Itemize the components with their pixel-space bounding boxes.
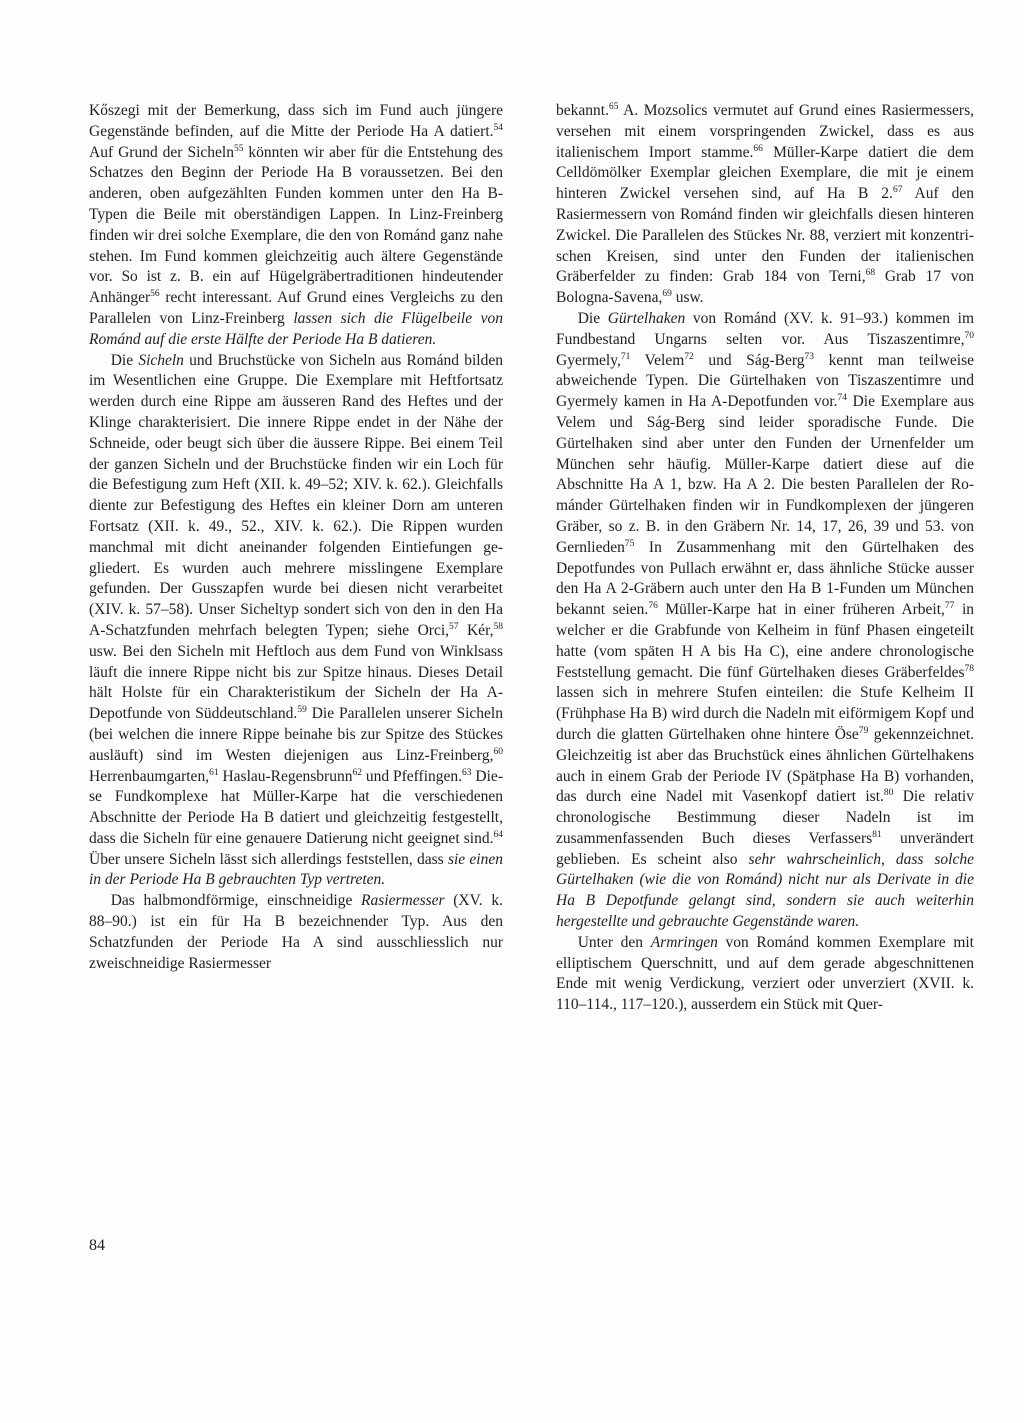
footnote-ref: 77 [944, 601, 955, 612]
paragraph [89, 351, 503, 892]
text-run: usw. Bei den Sicheln mit Heftloch aus dem Fund von Winklsass läuft die innere Rippe nicht bis zur Spitze hinaus. Dieses Detail hält Holste für ein Charakteristikum der Sicheln der Ha A-Depotfunde von Süddeutschland. [89, 642, 503, 723]
text-run: Haslau-Regensbrunn [218, 767, 353, 785]
italic-text: sie einen in der Periode Ha B gebrauchten Typ vertreten. [89, 850, 503, 889]
paragraph [89, 891, 503, 974]
paragraph [89, 101, 503, 351]
text-run: von Románd (XV. k. 91–93.) kommen im Fundbestand Ungarns selten vor. Aus Tiszaszentimre, [556, 309, 975, 348]
text-run: Das halbmondförmige, einschneidige [110, 892, 362, 910]
footnote-ref: 75 [624, 538, 635, 549]
text-run: und Bruchstücke von Sicheln aus Románd bilden im Wesentlichen eine Gruppe. Die Exemplare mit Heftfortsatz werden durch eine Rippe am äusseren Rand des Heftes und der Klinge charakterisiert. Die innere Rippe endet in der Nähe der Schneide, oder beugt sich über die äussere Rippe. Bei einem Teil der ganzen Sicheln und der Bruchstücke finden wir ein Loch für die Befestigung zum Heft (XII. k. 49–52; XIV. k. 62.). Gleichfalls diente zur Befestigung des Heftes ein kleiner Dorn am unteren Fortsatz (XII. k. 49., 52., XIV. k. 62.). Die Rippen wurden manchmal mit dicht aneinander folgenden Eintiefungen gegliedert. Es wurden auch mehrere misslingene Exemplare gefunden. Der Gusszapfen wurde bei diesen nicht verarbeitet (XIV. k. 57–58). Unser Sicheltyp sondert sich von den in den Ha A-Schatzfunden mehrfach belegten Typen; siehe Orci, [89, 351, 503, 639]
footnote-ref: 81 [872, 829, 882, 840]
footnote-ref: 56 [150, 289, 160, 300]
text-run: usw. [671, 289, 704, 307]
italic-text: Gürtelhaken [607, 309, 686, 327]
text-run: Die Exemplare aus Velem und Ság-Berg sind leider sporadische Funde. Die Gürtelhaken sind aber unter den Funden der Urnenfelder um München sehr häufig. Müller-Karpe datiert diese auf die Abschnitte Ha A 1, bzw. Ha A 2. Die besten Parallelen der Románder Gürtelhaken finden wir in Fundkomplexen der jüngeren Gräber, so z. B. in den Gräbern Nr. 14, 17, 26, 39 und 53. von Gernlieden [556, 393, 974, 556]
footnote-ref: 68 [865, 268, 876, 279]
text-run: Die relativ chronologische Bestimmung dieser Nadeln ist im zusammenfassenden Buch dieses Verfassers [556, 788, 974, 847]
text-run: Müller-Karpe hat in einer früheren Arbeit, [657, 601, 945, 619]
text-run: Auf den Rasiermessern von Románd finden wir gleichfalls diesen hinteren Zwickel. Die Parallelen des Stückes Nr. 88, verziert mit konzentrischen Kreisen, sind unter den Funden der italienischen Gräberfelder zu finden: Grab 184 von Terni, [556, 185, 974, 286]
footnote-ref: 70 [964, 330, 974, 341]
text-run: kennt man teilweise abweichende Typen. Die Gürtelhaken von Tiszaszentimre und Gyermely kamen in Ha A-Depotfunden vor. [556, 351, 975, 411]
footnote-ref: 54 [493, 122, 503, 133]
footnote-ref: 76 [648, 601, 658, 612]
text-run: Unter den [577, 933, 651, 951]
footnote-ref: 63 [462, 767, 472, 778]
footnote-ref: 79 [858, 725, 869, 736]
text-run: könnten wir aber für die Entstehung des Schatzes den Beginn der Periode Ha B voraussetzen. Bei den anderen, oben aufgezählten Funden kommen unter den Ha B-Typen die Beile mit oberständigen Lappen. In Linz-Freinberg finden wir drei solche Exemplare, die den von Románd ganz nahe stehen. Im Fund kommen gleichzeitig auch ältere Gegenstände vor. So ist z. B. ein auf Hügelgräbertraditionen hindeutender Anhänger [89, 143, 504, 307]
footnote-ref: 80 [883, 788, 894, 799]
text-run: Diese Fundkomplexe hat Müller-Karpe hat die verschiedenen Abschnitte der Periode Ha B datiert und gleichzeitig festgestellt, dass die Sicheln für eine genauere Datierung nicht geeignet sind. [89, 767, 503, 847]
footnote-ref: 71 [620, 351, 631, 362]
italic-text: Armringen [650, 933, 718, 951]
footnote-ref: 73 [804, 351, 814, 362]
text-run: Auf Grund der Sicheln [89, 143, 234, 161]
text-run: Über unsere Sicheln lässt sich allerdings feststellen, dass [89, 850, 448, 868]
footnote-ref: 78 [964, 663, 974, 674]
text-run: und Ság-Berg [693, 351, 805, 369]
text-run: Kér, [458, 621, 494, 639]
text-run: Die Parallelen unserer Sicheln (bei welchen die innere Rippe beinahe bis zur Spitze des Stückes ausläuft) sind im Westen diejenigen aus Linz-Freinberg, [89, 705, 503, 764]
text-run: Velem [630, 351, 685, 369]
text-run: Grab 17 von Bologna-Savena, [556, 268, 974, 307]
footnote-ref: 55 [233, 143, 244, 154]
text-run: bekannt. [556, 102, 609, 119]
italic-text: sehr wahrscheinlich, dass solche Gürtelhaken (wie die von Románd) nicht nur als Derivate in die Ha B Depotfunde gelangt sind, sondern sie auch weiterhin hergestellte und gebrauchte Gegenstände waren. [556, 850, 974, 931]
footnote-ref: 58 [493, 621, 503, 632]
italic-text: Sicheln [138, 351, 184, 369]
footnote-ref: 66 [753, 143, 763, 154]
footnote-ref: 60 [493, 746, 503, 757]
text-run: Herrenbaumgarten, [89, 767, 210, 785]
text-run: lassen sich in mehrere Stufen einteilen: die Stufe Kelheim II (Frühphase Ha B) wird durch die Nadeln mit eiförmigem Kopf und durch die glatten Gürtelhaken ohne hintere Öse [556, 684, 974, 743]
text-run: von Románd kommen Exemplare mit elliptischem Querschnitt, und auf dem gerade abgeschnittenen Ende mit wenig Verdickung, verziert oder unverziert (XVII. k. 110–114., 117–120.), ausserdem ein Stück mit Quer- [556, 933, 974, 1014]
text-run: unverändert geblieben. Es scheint also [556, 829, 974, 868]
text-run: recht interessant. Auf Grund eines Vergleichs zu den Parallelen von Linz-Freinberg [89, 289, 503, 327]
footnote-ref: 61 [209, 767, 219, 778]
text-run: gekennzeichnet. Gleichzeitig ist aber das Bruchstück eines ähnlichen Gürtelhakens auch in einem Grab der Periode IV (Spätphase Ha B) vorhanden, das durch eine Nadel mit Vasenkopf datiert ist. [556, 725, 974, 806]
text-run: Gyermely, [556, 351, 621, 369]
footnote-ref: 74 [837, 393, 848, 404]
paragraph [556, 933, 974, 1016]
text-run: In Zusammenhang mit den Gürtelhaken des Depotfundes von Pullach erwähnt er, dass ähnliche Stücke ausser den Ha A 2-Gräbern auch unter den Ha B 1-Funden um München bekannt seien. [556, 538, 974, 619]
text-run: und Pfeffingen. [361, 767, 463, 785]
left-column [89, 101, 503, 974]
footnote-ref: 65 [608, 102, 619, 112]
text-run: (XV. k. 88–90.) ist ein für Ha B bezeichnender Typ. Aus den Schatzfunden der Periode Ha A sind ausschliesslich nur zweischneidige Rasiermesser [89, 892, 503, 972]
text-run: Müller-Karpe datiert die dem Celldömölker Exemplar gleichen Exemplare, die mit je einem hinteren Zwickel versehen sind, auf Ha B 2. [556, 143, 974, 203]
text-run: Kőszegi mit der Bemerkung, dass sich im Fund auch jüngere Gegenstände befinden, auf die Mitte der Periode Ha A datiert. [89, 102, 503, 140]
italic-text: lassen sich die Flügelbeile von Románd auf die erste Hälfte der Periode Ha B datieren. [89, 309, 503, 348]
footnote-ref: 62 [352, 767, 362, 778]
text-run: Die [110, 351, 139, 369]
paragraph [556, 309, 974, 933]
footnote-ref: 69 [662, 289, 672, 300]
footnote-ref: 67 [892, 185, 903, 196]
footnote-ref: 64 [493, 829, 503, 840]
paragraph [556, 101, 974, 309]
footnote-ref: 59 [297, 705, 307, 716]
right-column [556, 101, 974, 1016]
text-run: A. Mozsolics vermutet auf Grund eines Rasiermessers, versehen mit einem vorspringenden Zwickel, dass es aus italienischem Import stamme. [556, 102, 974, 161]
text-run: in welcher er die Grabfunde von Kelheim in fünf Phasen eingeteilt hatte (vom späten H A bis Ha C), eine andere chronologische Feststellung gemacht. Die fünf Gürtelhaken dieses Gräberfeldes [556, 601, 974, 681]
text-run: Die [577, 309, 608, 327]
italic-text: Rasiermesser [361, 892, 445, 910]
footnote-ref: 72 [684, 351, 694, 362]
page-number: 84 [89, 1237, 105, 1254]
footnote-ref: 57 [449, 621, 459, 632]
